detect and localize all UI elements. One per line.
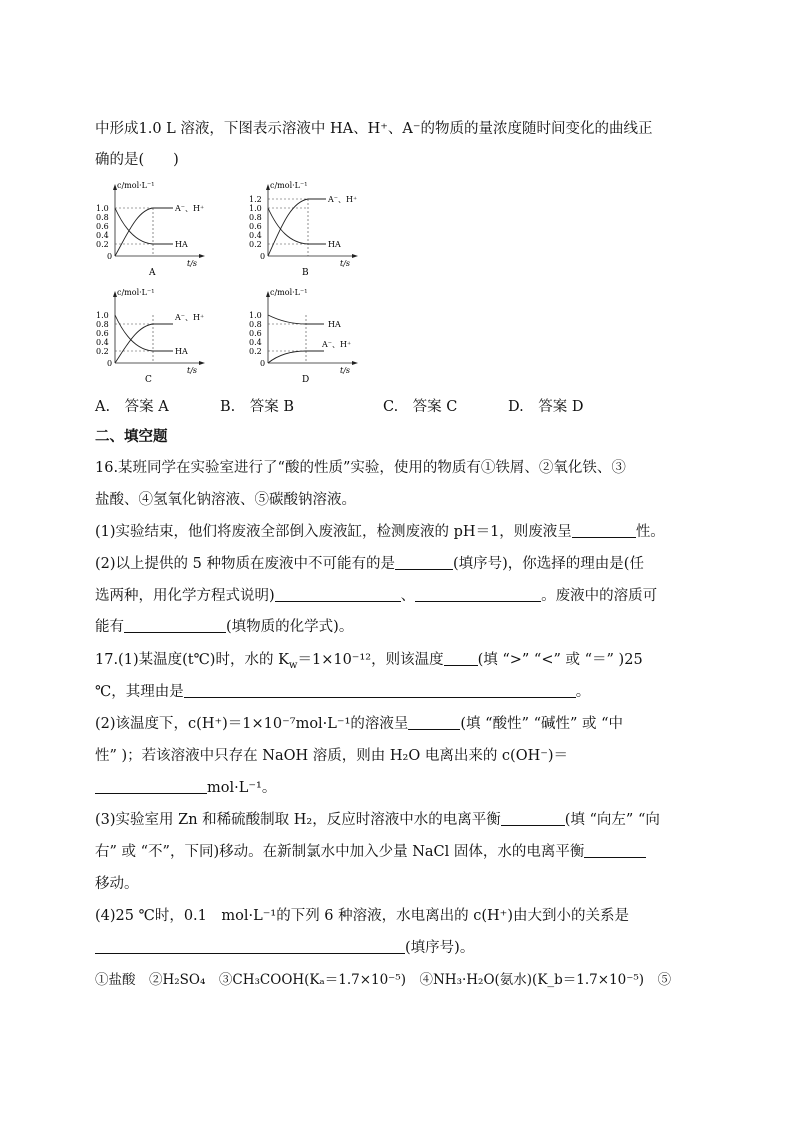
ha-curve	[268, 315, 324, 324]
q17-line-1	[95, 650, 643, 676]
intro-line-2: 确的是( )	[95, 152, 179, 168]
answer-blank[interactable]	[584, 842, 646, 858]
ion-curve	[268, 351, 324, 363]
y-axis-label: c/mol·L⁻¹	[117, 288, 155, 297]
tick-label: 0.6	[96, 222, 109, 231]
tick-label: 0.2	[249, 240, 262, 249]
curve-label: HA	[328, 240, 341, 249]
answer-blank[interactable]	[408, 714, 460, 730]
ion-curve	[115, 324, 173, 363]
origin-label: 0	[260, 359, 266, 368]
q17-line-9: (4)25 ℃时，0.1 mol·L⁻¹的下列 6 种溶液，水电离出的 c(H⁺)由大到小的关系是	[95, 908, 629, 924]
tick-label: 0.4	[96, 338, 109, 347]
intro-line-1: 中形成1.0 L 溶液，下图表示溶液中 HA、H⁺、A⁻的物质的量浓度随时间变化的曲线正	[95, 121, 653, 137]
q16-text: 选两种，用化学方程式说明)	[95, 588, 275, 604]
q17-text: (填 “酸性” “碱性” 或 “中	[460, 716, 624, 732]
answer-blank[interactable]	[444, 650, 478, 666]
answer-blank[interactable]	[415, 586, 541, 602]
curve-label: A⁻、H⁺	[322, 340, 352, 349]
q16-text: (填序号)，你选择的理由是(任	[452, 556, 644, 572]
ha-curve	[115, 315, 173, 351]
x-axis-label: t/s	[187, 259, 198, 268]
q16-text: (2)以上提供的 5 种物质在废液中不可能有的是	[95, 556, 395, 572]
tick-label: 0.8	[96, 320, 109, 329]
curve-label: A⁻、H⁺	[328, 195, 358, 204]
q16-text: 能有	[95, 619, 124, 635]
tick-label: 0.2	[249, 347, 262, 356]
y-axis-label: c/mol·L⁻¹	[270, 288, 308, 297]
q16-line-3	[95, 522, 665, 542]
origin-label: 0	[107, 252, 113, 261]
ion-curve	[268, 199, 326, 256]
q17-sub: w	[288, 659, 298, 671]
ion-curve	[115, 208, 173, 256]
chart-caption: A	[149, 268, 156, 278]
q17-line-3	[95, 714, 623, 734]
x-axis-label: t/s	[187, 366, 198, 375]
section-heading: 二、填空题	[95, 429, 168, 445]
curve-label: A⁻、H⁺	[175, 204, 205, 213]
q16-text: 。废液中的溶质可	[541, 588, 658, 604]
q16-text: 、	[400, 588, 416, 604]
chart-c	[95, 287, 220, 385]
curve-label: A⁻、H⁺	[175, 313, 205, 322]
q17-line-7	[95, 842, 646, 862]
q17-text: (填 “>” “<” 或 “＝” )25	[477, 652, 643, 668]
origin-label: 0	[107, 359, 113, 368]
answer-blank[interactable]	[95, 778, 207, 794]
q17-text: (填序号)。	[405, 940, 475, 956]
ha-curve	[115, 208, 173, 244]
option-a[interactable]: A. 答案 A	[95, 399, 169, 415]
q17-line-11: ①盐酸 ②H₂SO₄ ③CH₃COOH(Kₐ＝1.7×10⁻⁵) ④NH₃·H₂O(氨水)(K_b＝1.7×10⁻⁵) ⑤	[95, 972, 672, 988]
q16-text: 性。	[635, 524, 665, 540]
answer-blank[interactable]	[124, 617, 226, 633]
tick-label: 0.8	[249, 213, 262, 222]
q17-line-4: 性” )；若该溶液中只存在 NaOH 溶质，则由 H₂O 电离出来的 c(OH⁻)＝	[95, 748, 569, 764]
chart-caption: C	[145, 375, 152, 385]
q17-text: 17.(1)某温度(t℃)时，水的 K	[95, 652, 289, 668]
q17-text: ＝1×10⁻¹²，则该温度	[297, 652, 444, 668]
q17-line-6	[95, 810, 660, 830]
q17-text: (3)实验室用 Zn 和稀硫酸制取 H₂，反应时溶液中水的电离平衡	[95, 812, 501, 828]
q16-text: (填物质的化学式)。	[226, 619, 354, 635]
answer-blank[interactable]	[95, 938, 405, 954]
tick-label: 1.0	[249, 204, 262, 213]
tick-label: 0.8	[96, 213, 109, 222]
origin-label: 0	[260, 252, 266, 261]
y-axis-label: c/mol·L⁻¹	[117, 181, 155, 190]
q16-line-5	[95, 586, 657, 606]
q17-line-8: 移动。	[95, 876, 139, 892]
q17-text: (2)该温度下，c(H⁺)＝1×10⁻⁷mol·L⁻¹的溶液呈	[95, 716, 409, 732]
tick-label: 0.2	[96, 347, 109, 356]
x-axis-label: t/s	[340, 366, 351, 375]
chart-d	[248, 287, 373, 385]
option-c[interactable]: C. 答案 C	[383, 399, 458, 415]
q17-line-10	[95, 938, 474, 958]
chart-b	[248, 180, 373, 278]
q16-line-6	[95, 617, 353, 637]
tick-label: 0.8	[249, 320, 262, 329]
tick-label: 0.6	[249, 329, 262, 338]
q16-line-1: 16.某班同学在实验室进行了“酸的性质”实验，使用的物质有①铁屑、②氧化铁、③	[95, 460, 626, 476]
answer-blank[interactable]	[395, 554, 453, 570]
tick-label: 1.0	[96, 311, 109, 320]
chart-caption: B	[302, 268, 309, 278]
tick-label: 0.4	[249, 338, 262, 347]
q17-text: 右” 或 “不”，下同)移动。在新制氯水中加入少量 NaCl 固体，水的电离平衡	[95, 844, 585, 860]
tick-label: 1.0	[249, 311, 262, 320]
tick-label: 1.0	[96, 204, 109, 213]
q16-line-2: 盐酸、④氢氧化钠溶液、⑤碳酸钠溶液。	[95, 492, 356, 508]
x-axis-label: t/s	[340, 259, 351, 268]
q17-line-5	[95, 778, 276, 798]
answer-blank[interactable]	[572, 522, 636, 538]
q17-text: 。	[575, 684, 591, 700]
tick-label: 0.6	[249, 222, 262, 231]
chart-caption: D	[302, 375, 310, 385]
tick-label: 0.4	[96, 231, 109, 240]
answer-blank[interactable]	[275, 586, 401, 602]
tick-label: 0.6	[96, 329, 109, 338]
q17-text: ℃，其理由是	[95, 684, 184, 700]
tick-label: 0.4	[249, 231, 262, 240]
chart-a	[95, 180, 220, 278]
tick-label: 0.2	[96, 240, 109, 249]
answer-blank[interactable]	[501, 810, 565, 826]
curve-label: HA	[175, 240, 188, 249]
ha-curve	[268, 208, 326, 244]
y-axis-label: c/mol·L⁻¹	[270, 181, 308, 190]
tick-label: 1.2	[249, 195, 262, 204]
q17-line-2	[95, 682, 590, 702]
q16-line-4	[95, 554, 644, 574]
curve-label: HA	[328, 320, 341, 329]
answer-blank[interactable]	[184, 682, 576, 698]
option-d[interactable]: D. 答案 D	[508, 399, 584, 415]
curve-label: HA	[175, 347, 188, 356]
option-b[interactable]: B. 答案 B	[220, 399, 295, 415]
q17-text: (填 “向左” “向	[564, 812, 660, 828]
q17-text: mol·L⁻¹。	[207, 780, 277, 796]
q16-text: (1)实验结束，他们将废液全部倒入废液缸，检测废液的 pH＝1，则废液呈	[95, 524, 572, 540]
